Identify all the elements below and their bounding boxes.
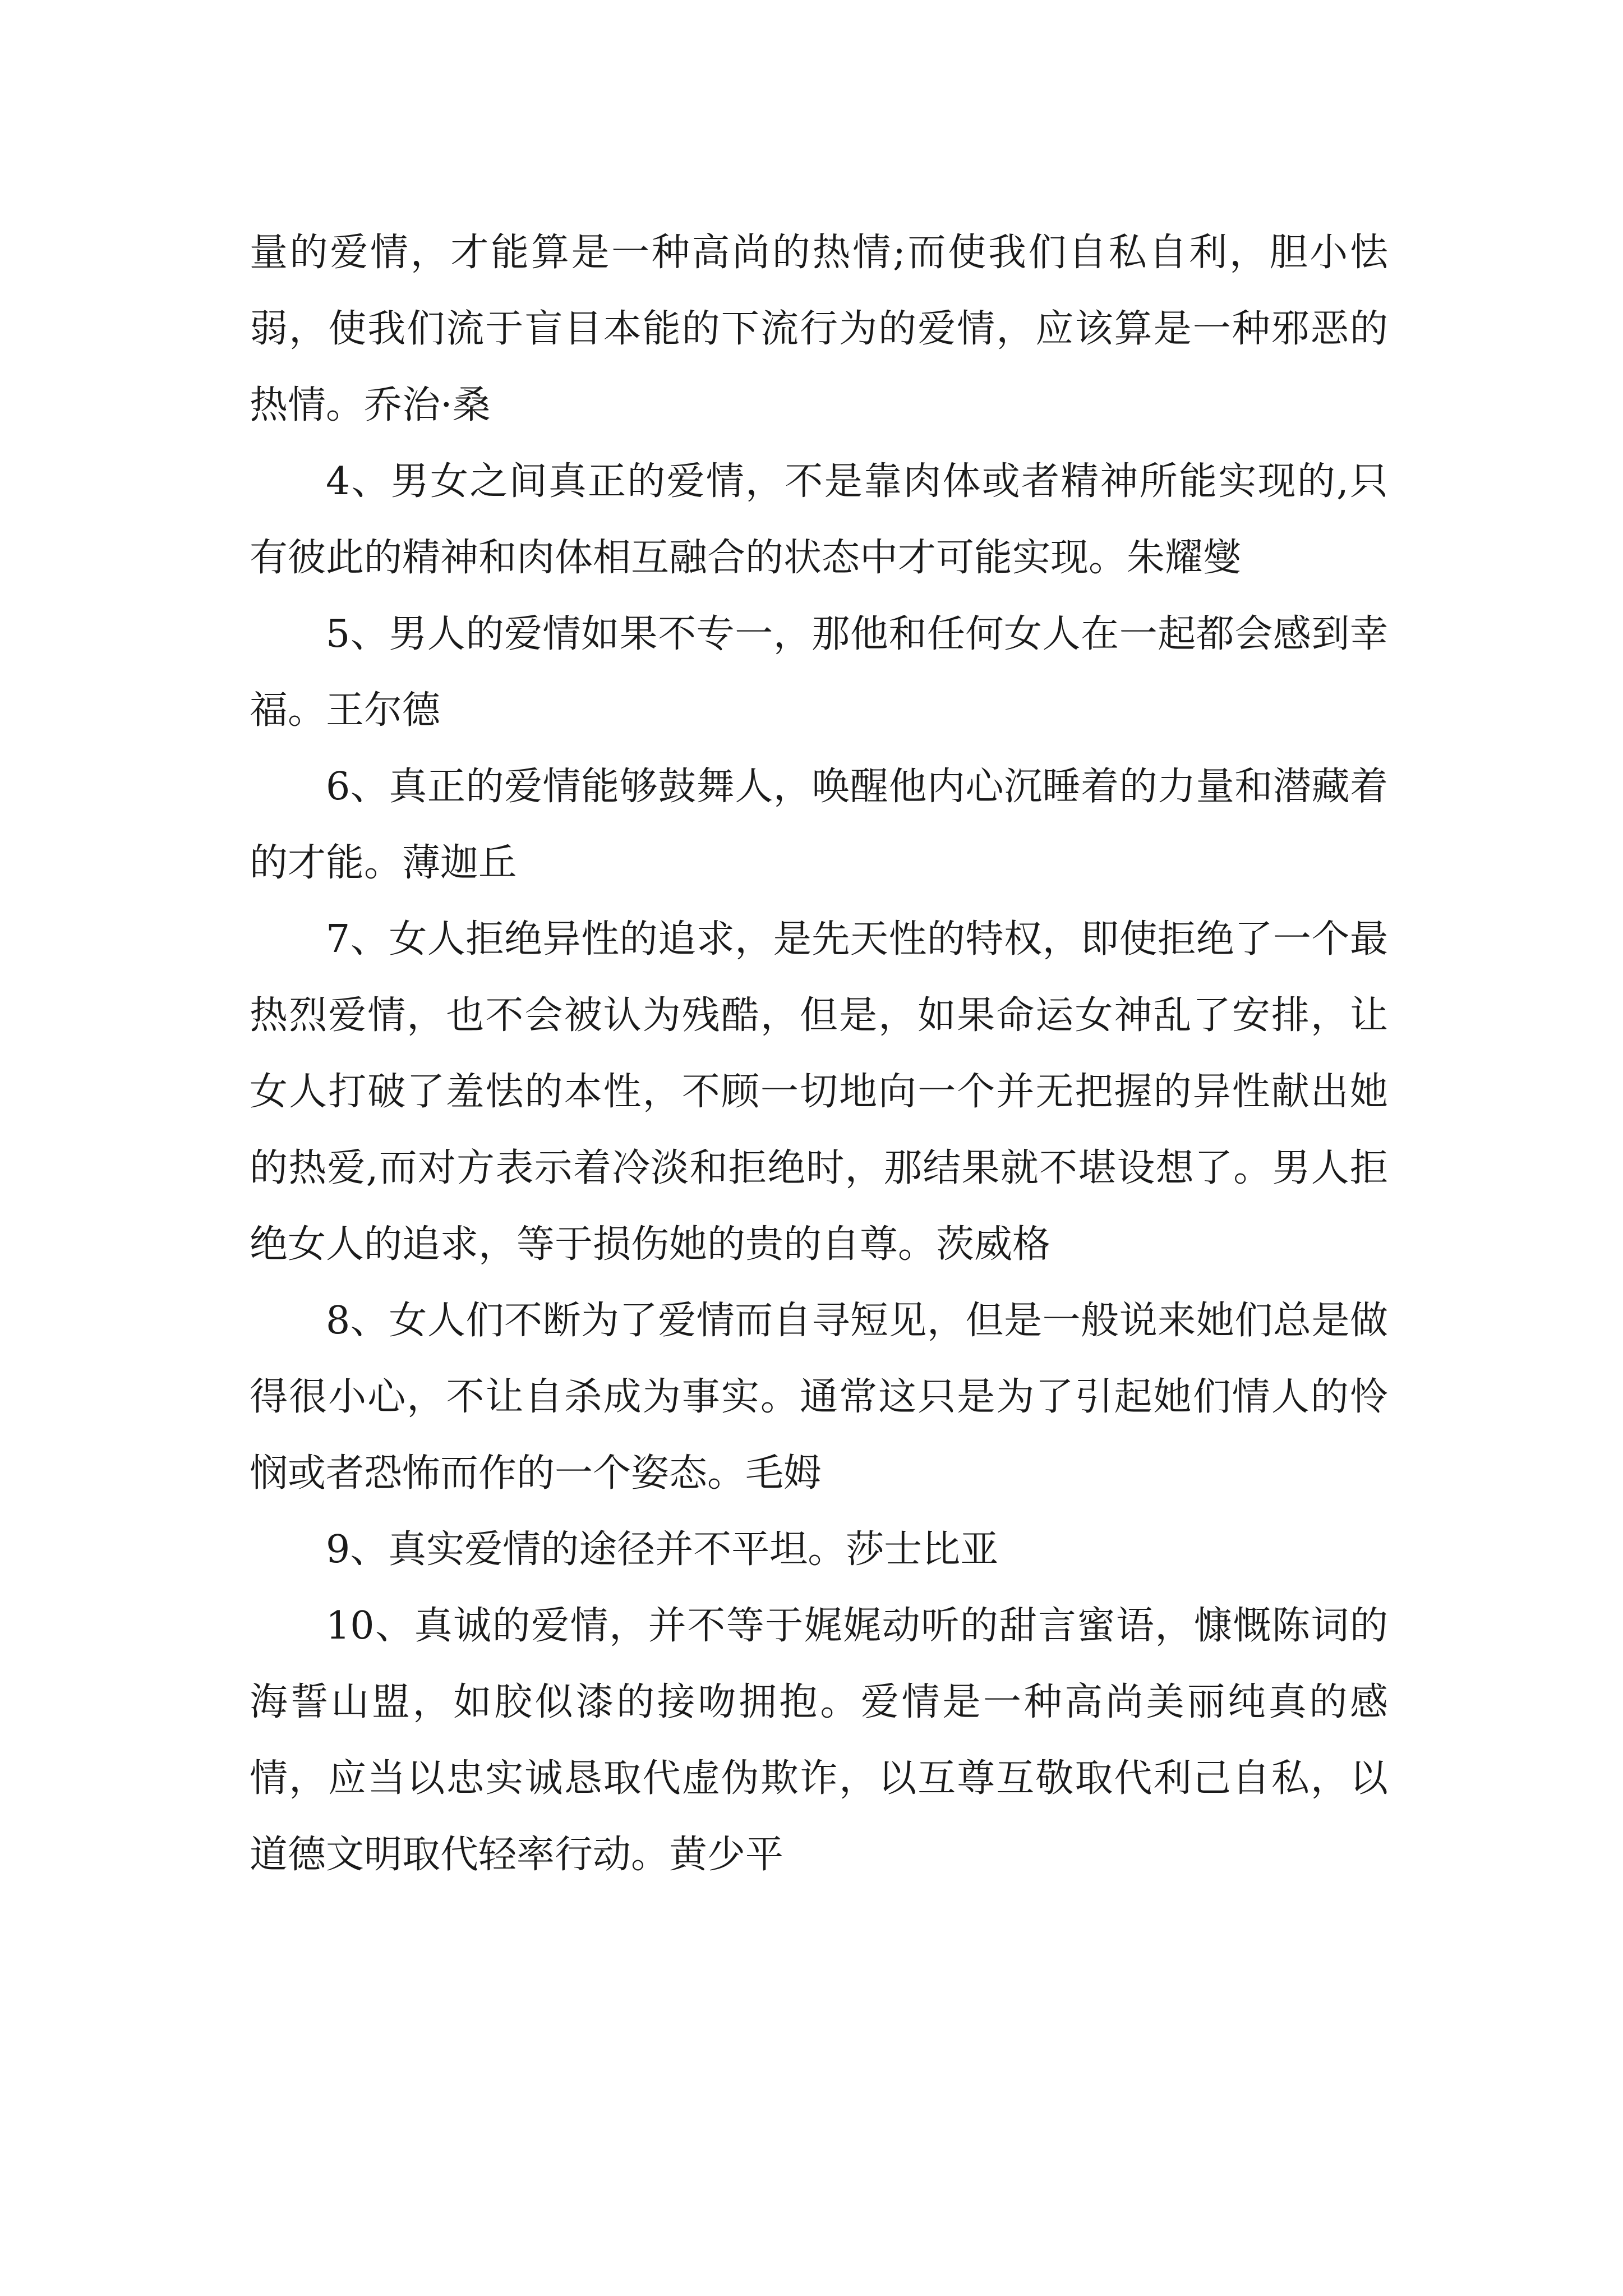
- document-body: [250, 215, 1388, 1893]
- paragraph-quote-8: 8、女人们不断为了爱情而自寻短见，但是一般说来她们总是做得很小心，不让自杀成为事实。通常这只是为了引起她们情人的怜悯或者恐怖而作的一个姿态。毛姆: [250, 1299, 1388, 1496]
- paragraph-quote-10: 10、真诚的爱情，并不等于娓娓动听的甜言蜜语，慷慨陈词的海誓山盟，如胶似漆的接吻拥抱。爱情是一种高尚美丽纯真的感情，应当以忠实诚恳取代虚伪欺诈，以互尊互敬取代利己自私，以道德文明取代轻率行动。黄少平: [250, 1604, 1388, 1877]
- paragraph-quote-9: 9、真实爱情的途径并不平坦。莎士比亚: [326, 1527, 999, 1572]
- paragraph-quote-7: 7、女人拒绝异性的追求，是先天性的特权，即使拒绝了一个最热烈爱情，也不会被认为残酷，但是，如果命运女神乱了安排，让女人打破了羞怯的本性，不顾一切地向一个并无把握的异性献出她的热爱,而对方表示着冷淡和拒绝时，那结果就不堪设想了。男人拒绝女人的追求，等于损伤她的贵的自尊。茨威格: [250, 917, 1388, 1267]
- paragraph-quote-4: 4、男女之间真正的爱情，不是靠肉体或者精神所能实现的,只有彼此的精神和肉体相互融合的状态中才可能实现。朱耀燮: [250, 459, 1388, 580]
- paragraph-quote-6: 6、真正的爱情能够鼓舞人，唤醒他内心沉睡着的力量和潜藏着的才能。薄迦丘: [250, 765, 1388, 885]
- paragraph-continuation: 量的爱情，才能算是一种高尚的热情;而使我们自私自利，胆小怯弱，使我们流于盲目本能的下流行为的爱情，应该算是一种邪恶的热情。乔治·桑: [250, 231, 1388, 427]
- paragraph-quote-5: 5、男人的爱情如果不专一，那他和任何女人在一起都会感到幸福。王尔德: [250, 612, 1388, 733]
